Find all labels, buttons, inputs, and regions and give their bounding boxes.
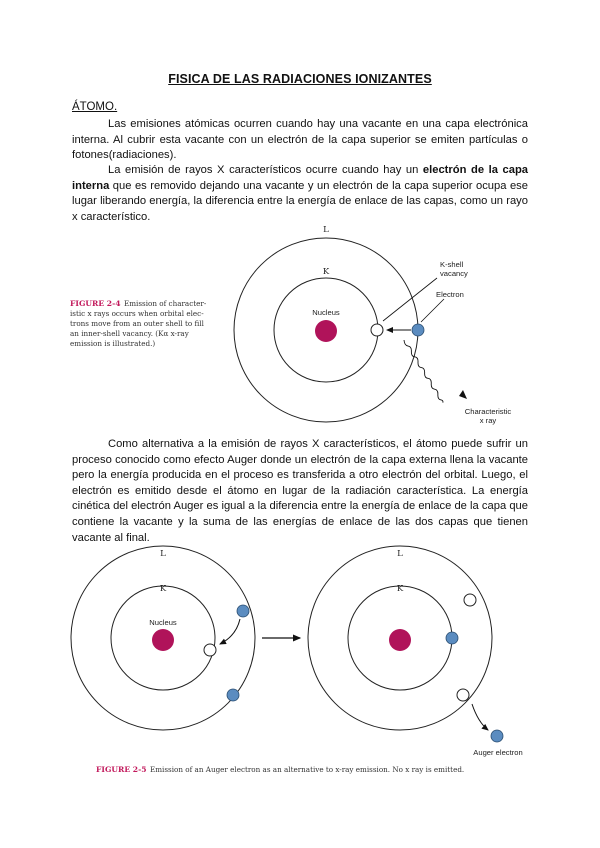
auger-arrow bbox=[472, 704, 488, 730]
vacancy-label: K-shell bbox=[440, 260, 464, 269]
figure-2-4-caption-line: Emission of character- bbox=[124, 299, 207, 308]
k-shell-label-right: K bbox=[396, 584, 404, 594]
auger-label: Auger electron bbox=[473, 748, 523, 757]
section-heading: ÁTOMO. bbox=[72, 101, 118, 113]
transition-arrow-left bbox=[220, 619, 240, 644]
nucleus-label: Nucleus bbox=[312, 308, 340, 317]
electron-right-k bbox=[446, 632, 458, 644]
figure-2-5-caption: Emission of an Auger electron as an alternative to x-ray emission. No x ray is emitted. bbox=[150, 765, 465, 774]
xray-arrowhead bbox=[459, 390, 467, 399]
paragraph-auger-effect: Como alternativa a la emisión de rayos X característicos, el átomo puede sufrir un proceso conocido como efecto Auger donde un electrón de la capa externa llena la vacante pero la energía producida en el proceso es transferida a otro electrón del orbital. Luego, el electrón es emitido desde el átomo en lugar de la radiación característica. La energía cinética del electrón Auger es igual a la diferencia entre la energía de enlace de la capa que contiene la vacante y la suma de las energías de enlace de las dos capas que tienen vacante al final. bbox=[72, 438, 528, 544]
figure-2-4-caption-line: emission is illustrated.) bbox=[70, 339, 156, 348]
electron-left-lower bbox=[227, 689, 239, 701]
l-shell-vacancy-lower bbox=[457, 689, 469, 701]
paragraph-text: que es removido dejando una vacante y un electrón de la capa superior ocupa ese lugar liberando energía, la diferencia entre la energía de enlace de las capas, como un rayo x característico. bbox=[72, 179, 528, 223]
nucleus-right bbox=[389, 629, 411, 651]
xray-label: x ray bbox=[479, 416, 497, 425]
k-shell-label-left: K bbox=[159, 584, 167, 594]
bold-term: electrón de la capa interna bbox=[72, 164, 529, 192]
figure-2-5 bbox=[71, 546, 523, 774]
nucleus-left bbox=[152, 629, 174, 651]
xray-wave bbox=[389, 340, 457, 403]
electron-pointer bbox=[421, 299, 444, 322]
figure-2-4-caption-line: an inner-shell vacancy. (Kα x-ray bbox=[70, 329, 189, 338]
k-shell-vacancy-left bbox=[204, 644, 216, 656]
xray-label: Characteristic bbox=[464, 407, 512, 416]
figure-2-4-label: FIGURE 2-4 bbox=[70, 299, 121, 308]
electron bbox=[412, 324, 424, 336]
paragraph-atomic-emissions: Las emisiones atómicas ocurren cuando hay una vacante en una capa electrónica interna. Al cubrir esta vacante con un electrón de la capa superior se emiten partículas o fotones(radiaciones). bbox=[72, 118, 528, 162]
nucleus-label-left: Nucleus bbox=[149, 618, 177, 627]
paragraph-text: La emisión de rayos X característicos ocurre cuando hay un bbox=[108, 164, 423, 176]
k-shell-vacancy bbox=[371, 324, 383, 336]
l-shell-vacancy-upper bbox=[464, 594, 476, 606]
nucleus bbox=[315, 320, 337, 342]
figure-2-5-label: FIGURE 2-5 bbox=[96, 765, 147, 774]
electron-label: Electron bbox=[436, 290, 464, 299]
k-shell-label: K bbox=[322, 267, 330, 277]
auger-electron bbox=[491, 730, 503, 742]
l-shell-label: L bbox=[323, 225, 329, 235]
electron-left-upper bbox=[237, 605, 249, 617]
vacancy-label: vacancy bbox=[440, 269, 468, 278]
figure-2-4-caption-line: istic x rays occurs when orbital elec- bbox=[70, 309, 204, 318]
document-title: FISICA DE LAS RADIACIONES IONIZANTES bbox=[168, 72, 432, 86]
figure-2-4-caption-line: trons move from an outer shell to fill bbox=[70, 319, 204, 328]
figure-2-4 bbox=[70, 225, 511, 425]
l-shell-label-right: L bbox=[397, 549, 403, 559]
l-shell-label-left: L bbox=[160, 549, 166, 559]
